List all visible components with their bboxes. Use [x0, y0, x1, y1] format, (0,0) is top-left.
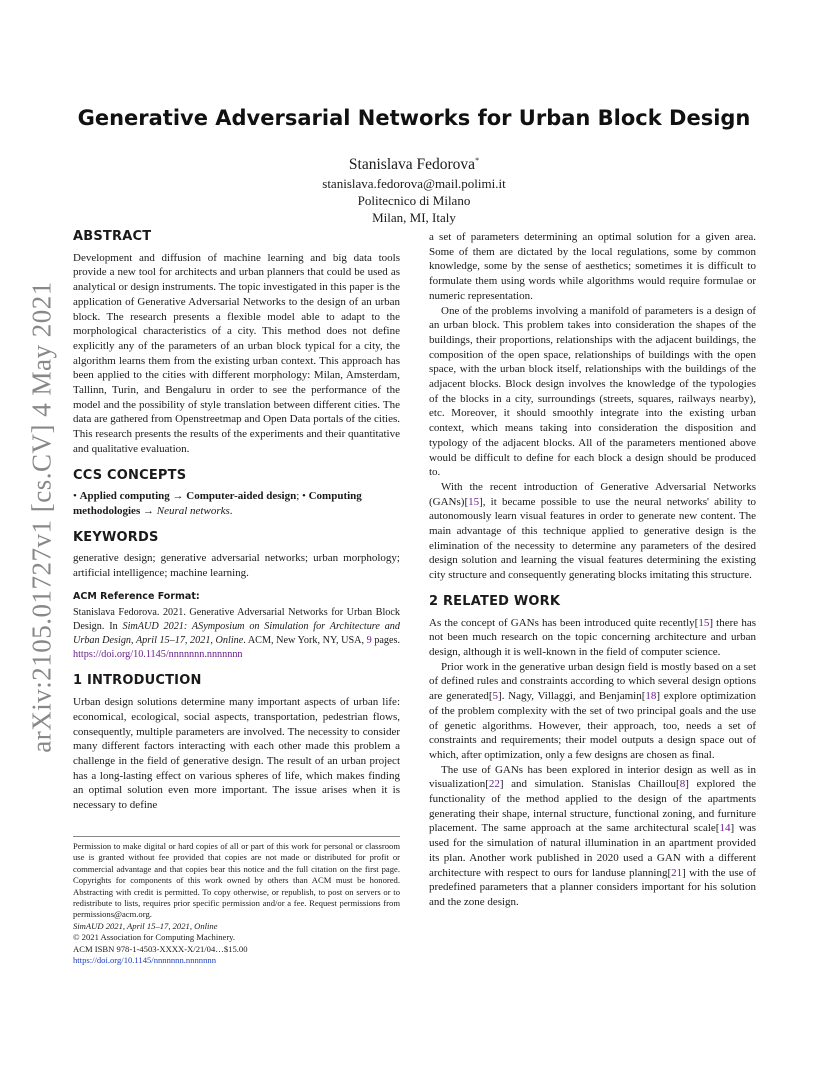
- acm-reference-text: Stanislava Fedorova. 2021. Generative Adversarial Networks for Urban Block Design. In SimAUD 2021: ASymposium on Simulation for Architecture and Urban Design, April 15–17, 2021, Online. ACM, New York, NY, USA, 9 pages. https://doi.org/10.1145/nnnnnnn.nnnnnnn: [73, 607, 400, 661]
- related-work-paragraph-3: The use of GANs has been explored in interior design as well as in visualization[22] and simulation. Stanislas Chaillou[8] explored the functionality of the method applied to the design of the apartments generating their shape, internal structure, functional zoning, and furniture placement. The same approach at the same architectural scale[14] was used for the simulation of natural illumination in an apartment provided its plan. Another work published in 2020 used a GAN with a different architecture with respect to ours for landuse planning[21] with the use of predefined parameters that a planner considers important for his solution and the zone design.: [429, 763, 756, 908]
- footnote-venue: SimAUD 2021, April 15–17, 2021, Online: [73, 920, 218, 931]
- acm-doi-link[interactable]: https://doi.org/10.1145/nnnnnnn.nnnnnnn: [73, 649, 243, 661]
- right-column: [429, 230, 756, 910]
- permission-footnote: [73, 836, 400, 966]
- left-column: [73, 230, 400, 813]
- introduction-paragraph-3: With the recent introduction of Generative Adversarial Networks (GANs)[15], it became possible to use the neural networks' ability to autonomously learn visual features in order to generate new content. The main advantage of this technique applied to generative design is the elimination of the necessity to determine any parameters of the desired design solution and learning the visual features determining the existing city structure and consequently generating blocks imitating this structure.: [429, 480, 756, 582]
- citation-link[interactable]: 15: [698, 616, 710, 629]
- citation-link[interactable]: 5: [492, 690, 499, 703]
- abstract-text: Development and diffusion of machine learning and big data tools provide a new tool for architects and urban planners that could be used as analytical or design instruments. The topic investigated in this paper is the application of Generative Adversarial Networks to the design of an urban block. The research presents a flexible model able to adapt to the morphological characteristics of a city. This method does not define explicitly any of the parameters of an urban block typical for a city, the algorithm learns them from the existing urban context. This approach has been applied to the cities with different morphology: Milan, Amsterdam, Tallinn, Turin, and Bengaluru in order to see the performance of the model and the possibility of style translation between different cities. The data are gathered from Openstreetmap and Open Data portals of the cities. This research presents the results of the experiments and their quantitative and qualitative evaluation.: [73, 251, 400, 455]
- keywords-text: generative design; generative adversarial networks; urban morphology; artificial intelligence; machine learning.: [73, 552, 400, 580]
- related-work-paragraph-1: As the concept of GANs has been introduced quite recently[15] there has not been much research on the topic concerning architecture and urban design, although it is well-known in the field of computer science.: [429, 616, 756, 658]
- footnote-isbn: ACM ISBN 978-1-4503-XXXX-X/21/04…$15.00: [73, 943, 248, 954]
- author-email: stanislava.fedorova@mail.polimi.it: [322, 176, 506, 192]
- permission-text: Permission to make digital or hard copies of all or part of this work for personal or classroom use is granted without fee provided that copies are not made or distributed for profit or commercial advantage and that copies bear this notice and the full citation on the first page. Copyrights for components of this work owned by others than ACM must be honored. Abstracting with credit is permitted. To copy otherwise, or republish, to post on servers or to redistribute to lists, requires prior specific permission and/or a fee. Request permissions from permissions@acm.org.: [73, 841, 400, 920]
- introduction-paragraph-1-continued: a set of parameters determining an optimal solution for a given area. Some of them are dictated by the local regulations, some by common knowledge, some by the sense of aesthetics; sometimes it is difficult to formulate them using words while algorithms would require formulae or numeric representation.: [429, 231, 756, 302]
- author-location: Milan, MI, Italy: [372, 210, 456, 226]
- paper-title: Generative Adversarial Networks for Urban Block Design: [77, 106, 751, 130]
- introduction-heading: 1 INTRODUCTION: [73, 673, 202, 689]
- citation-link[interactable]: 8: [679, 778, 686, 791]
- author-block: [0, 150, 828, 226]
- footnote-copyright: © 2021 Association for Computing Machinery.: [73, 932, 236, 943]
- ccs-concepts: • Applied computing → Computer-aided design; • Computing methodologies → Neural networks.: [73, 490, 362, 517]
- citation-link[interactable]: 22: [488, 778, 500, 791]
- citation-link[interactable]: 15: [468, 495, 480, 508]
- citation-link[interactable]: 14: [719, 822, 731, 835]
- footnote-divider: [73, 836, 400, 837]
- ccs-heading: CCS CONCEPTS: [73, 467, 187, 483]
- introduction-paragraph-2: One of the problems involving a manifold of parameters is a design of an urban block. This problem takes into consideration the shapes of the buildings, their proportions, relationships with the adjacent buildings, the composition of the open space, relationships of buildings with the open space, with the urban block itself, relationships with the buildings of the adjacent blocks. Block design involves the knowledge of the typologies of the blocks in a city, surroundings (streets, squares, railways nearby), etc. Moreover, it should smoothly integrate into the existing urban context, which means taking into consideration the disposition and typology of the adjacent blocks. All of the parameters mentioned above would be difficult to define for each block a design should be produced to.: [429, 304, 756, 479]
- author-footnote-mark: *: [475, 156, 480, 165]
- author-name: Stanislava Fedorova*: [348, 156, 480, 174]
- abstract-heading: ABSTRACT: [73, 229, 152, 244]
- footnote-doi-link[interactable]: https://doi.org/10.1145/nnnnnnn.nnnnnnn: [73, 955, 216, 966]
- acm-reference-heading: ACM Reference Format:: [73, 590, 200, 602]
- related-work-heading: 2 RELATED WORK: [429, 593, 561, 609]
- introduction-paragraph-1: Urban design solutions determine many important aspects of urban life: economical, ecological, social aspects, transportation, pedestrian flows, consequently, multiple parameters are involved. The necessity to consider many different factors interacting with each other made this problem a challenge in the field of generative design. The result of an urban project has a long-lasting effect on various spheres of life, which makes finding an optimal solution even more important. The issue arises when it is necessary to define: [73, 696, 400, 812]
- citation-link[interactable]: 21: [671, 866, 683, 879]
- arxiv-identifier: arXiv:2105.01727v1 [cs.CV] 4 May 2021: [26, 281, 57, 753]
- related-work-paragraph-2: Prior work in the generative urban design field is mostly based on a set of defined rules and constraints according to which several design options are generated[5]. Nagy, Villaggi, and Benjamin[18] explore optimization of the problem complexity with the set of two principal goals and the use of genetic algorithms. However, their approach, too, needs a set of constraints and requirements; their model outputs a design space out of which, after optimization, only a few designs are chosen as final.: [429, 660, 756, 761]
- arxiv-sidebar: [20, 272, 64, 762]
- author-affiliation: Politecnico di Milano: [357, 193, 471, 209]
- citation-link[interactable]: 18: [645, 690, 657, 703]
- pages-link[interactable]: 9: [366, 635, 372, 647]
- keywords-heading: KEYWORDS: [73, 529, 159, 545]
